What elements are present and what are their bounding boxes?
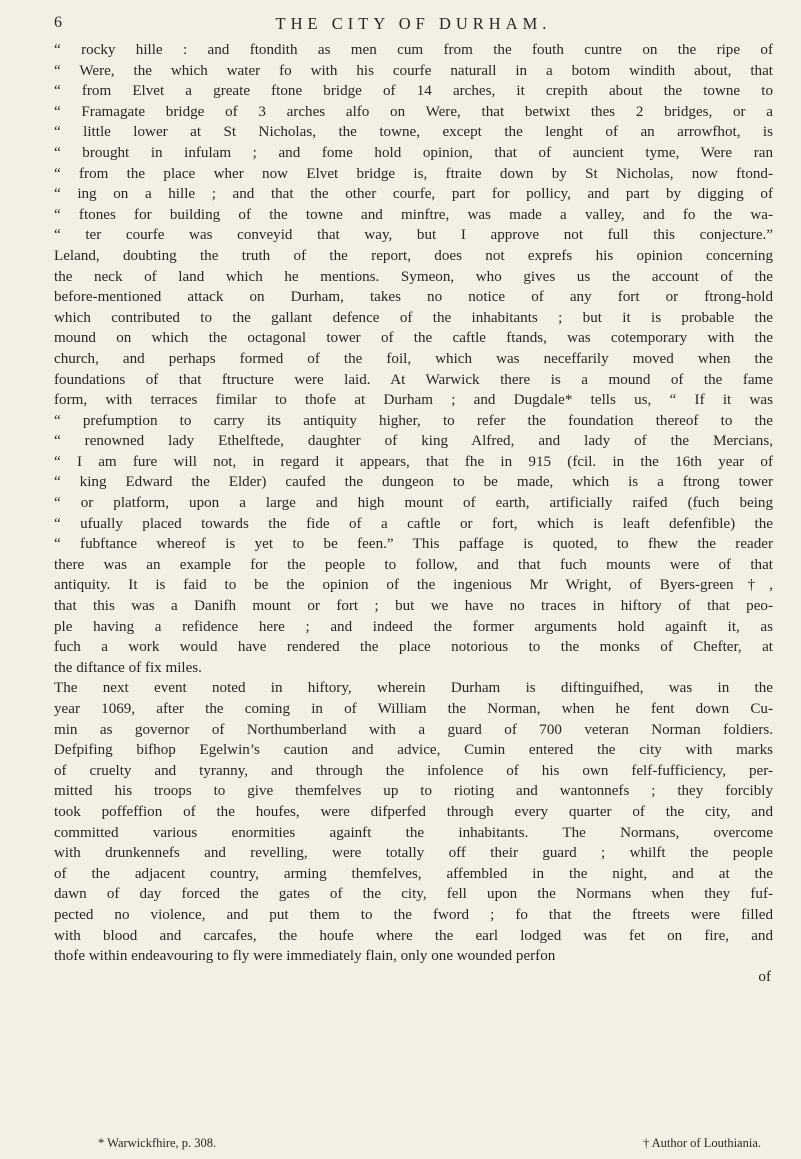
body-text [54,40,773,987]
footnotes [98,1136,761,1151]
text-line: “ ufually placed towards the fide of a caftle or fort, which is leaft defenfible) the [54,515,773,532]
text-line: “ renowned lady Ethelftede, daughter of king Alfred, and lady of the Mercians, [54,433,773,450]
text-line: Leland, doubting the truth of the report, does not exprefs his opinion concerning [54,247,773,264]
running-head [54,14,773,38]
text-line: dawn of day forced the gates of the city, fell upon the Normans when they fuf- [54,886,773,903]
text-line: Defpifing bifhop Egelwin’s caution and advice, Cumin entered the city with marks [54,742,773,759]
text-line: took poffeffion of the houfes, were difperfed through every quarter of the city, and [54,803,773,820]
text-line: The next event noted in hiftory, wherein Durham is diftinguifhed, was in the [54,680,773,697]
text-line: pected no violence, and put them to the fword ; fo that the ftreets were filled [54,906,773,923]
text-line: foundations of that ftructure were laid. At Warwick there is a mound of the fame [54,371,773,388]
text-line: form, with terraces fimilar to thofe at Durham ; and Dugdale* tells us, “ If it was [54,392,773,409]
text-line: “ fubftance whereof is yet to be feen.” This paffage is quoted, to fhew the reader [54,536,773,553]
text-line: “ rocky hille : and ftondith as men cum from the fouth cuntre on the ripe of [54,42,773,58]
page-number: 6 [54,14,62,31]
text-line: with blood and carcafes, the houfe where the earl lodged was fet on fire, and [54,927,773,944]
text-line: mound on which the octagonal tower of the caftle ftands, was cotemporary with the [54,330,773,347]
text-line: “ from the place wher now Elvet bridge is, ftraite down by St Nicholas, now ftond- [54,165,773,182]
text-line: year 1069, after the coming in of William the Norman, when he fent down Cu- [54,701,773,717]
text-line: “ ter courfe was conveyid that way, but I approve not full this conjecture.” [54,227,773,244]
text-line: “ ftones for building of the towne and minftre, was made a valley, and fo the wa- [54,206,773,223]
text-line: of the adjacent country, arming themfelves, affembled in the night, and at the [54,865,773,882]
footnote-byers-green: † Author of Louthiania. [642,1136,761,1150]
footnote-warwick: * Warwickfhire, p. 308. [98,1136,217,1150]
text-line: the diftance of fix miles. [54,659,202,676]
text-line: “ Framagate bridge of 3 arches alfo on Were, that betwixt thes 2 bridges, or a [54,103,773,120]
text-line: mitted his troops to give themfelves up to rioting and wantonnefs ; they forcibly [54,783,773,800]
text-line: “ I am fure will not, in regard it appears, that fhe in 915 (fcil. in the 16th year of [54,453,773,470]
text-line: of cruelty and tyranny, and through the infolence of his own felf-fufficiency, per- [54,762,773,779]
text-line: there was an example for the people to follow, and that fuch mounts were of that [54,556,773,573]
text-line: thofe within endeavouring to fly were immediately flain, only one wounded perfon [54,948,556,965]
text-line: “ king Edward the Elder) caufed the dungeon to be made, which is a ftrong tower [54,474,773,491]
text-line: antiquity. It is faid to be the opinion of the ingenious Mr Wright, of Byers-green†, [54,577,773,594]
text-line: church, and perhaps formed of the foil, which was neceffarily moved when the [54,350,773,367]
text-line: “ little lower at St Nicholas, the towne, except the lenght of an arrowfhot, is [54,124,773,141]
text-line: ple having a refidence here ; and indeed the former arguments hold againft it, as [54,618,773,635]
running-title: THE CITY OF DURHAM. [275,14,552,33]
catchword: of [758,968,771,985]
text-line: before-mentioned attack on Durham, takes no notice of any fort or ftrong-hold [54,289,773,306]
text-line: “ prefumption to carry its antiquity higher, to refer the foundation thereof to the [54,412,773,429]
text-line: “ or platform, upon a large and high mount of earth, artificially raifed (fuch being [54,495,773,512]
text-line: that this was a Danifh mount or fort ; but we have no traces in hiftory of that peo- [54,598,773,615]
text-line: the neck of land which he mentions. Symeon, who gives us the account of the [54,268,773,285]
text-line: with drunkennefs and revelling, were totally off their guard ; whilft the people [54,845,773,862]
text-line: “ ing on a hille ; and that the other courfe, part for pollicy, and part by digging of [54,186,773,203]
text-line: “ from Elvet a greate ftone bridge of 14 arches, it crepith about the towne to [54,83,773,100]
text-line: which contributed to the gallant defence of the inhabitants ; but it is probable the [54,309,773,326]
text-line: min as governor of Northumberland with a guard of 700 veteran Norman foldiers. [54,721,773,738]
text-line: “ brought in infulam ; and fome hold opinion, that of auncient tyme, Were ran [54,144,773,161]
text-line: fuch a work would have rendered the place notorious to the monks of Chefter, at [54,639,773,656]
text-line: “ Were, the which water fo with his courfe naturall in a botom windith about, that [54,62,773,79]
text-line: committed various enormities againft the inhabitants. The Normans, overcome [54,824,773,841]
